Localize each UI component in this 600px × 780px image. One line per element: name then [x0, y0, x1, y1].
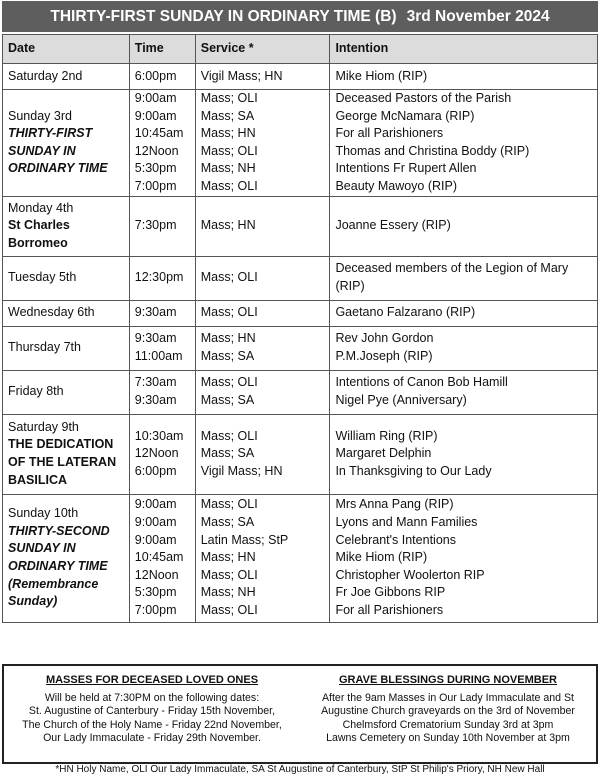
time-cell [129, 370, 195, 414]
service-value: Mass; HN [200, 550, 256, 565]
service-value: Mass; OLI [200, 270, 258, 285]
date-cell [3, 196, 130, 256]
date-cell [3, 90, 130, 197]
intention-value: Mike Hiom (RIP) [335, 550, 428, 565]
service-value: Mass; OLI [200, 91, 258, 105]
intention-value: Nigel Pye (Anniversary) [335, 393, 467, 408]
service-cell [195, 414, 330, 494]
service-value: Mass; SA [200, 446, 255, 461]
time-value: 9:00am [134, 532, 177, 547]
time-value: 9:30am [134, 305, 177, 320]
service-cell [195, 370, 330, 414]
time-value: 5:30pm [134, 161, 177, 176]
intention-value: Celebrant's Intentions [335, 532, 456, 547]
day-label: Tuesday 5th [8, 270, 77, 285]
grave-blessings-notice [300, 666, 596, 762]
service-value: Latin Mass; StP [200, 532, 289, 547]
time-cell [129, 494, 195, 622]
service-cell [195, 494, 330, 622]
time-value: 7:00pm [134, 178, 177, 193]
page-title-bar [2, 1, 598, 32]
intention-value: Deceased Pastors of the Parish [335, 91, 512, 105]
time-value: 9:00am [134, 515, 177, 530]
table-header-row [3, 35, 598, 64]
time-cell [129, 300, 195, 326]
page-title: THIRTY-FIRST SUNDAY IN ORDINARY TIME (B) [50, 7, 397, 25]
feast-label: THE DEDICATION OF THE LATERAN BASILICA [8, 437, 117, 487]
intention-cell [330, 300, 598, 326]
day-label: Wednesday 6th [8, 305, 95, 320]
time-value: 9:00am [134, 497, 177, 512]
location-key-footnote: *HN Holy Name, OLI Our Lady Immaculate, SA St Augustine of Canterbury, StP St Philip's Priory, NH New Hall [55, 764, 545, 775]
intention-cell [330, 494, 598, 622]
service-value: Mass; SA [200, 393, 255, 408]
time-value: 6:00pm [134, 463, 177, 478]
intention-value: Mrs Anna Pang (RIP) [335, 497, 454, 512]
time-value: 12Noon [134, 567, 179, 582]
grave-blessings-line: After the 9am Masses in Our Lady Immaculate and St [321, 691, 574, 704]
feast-label: St Charles Borromeo [8, 218, 70, 250]
time-value: 12:30pm [134, 270, 184, 285]
service-value: Mass; OLI [200, 567, 258, 582]
time-value: 12Noon [134, 143, 179, 158]
grave-blessings-heading: GRAVE BLESSINGS DURING NOVEMBER [339, 674, 557, 686]
intention-value: Mike Hiom (RIP) [335, 68, 428, 83]
intention-value: Lyons and Mann Families [335, 515, 478, 530]
intention-value: Joanne Essery (RIP) [335, 218, 451, 233]
mass-schedule-table [2, 34, 598, 623]
intention-value: In Thanksgiving to Our Lady [335, 463, 492, 478]
date-cell [3, 494, 130, 622]
time-cell [129, 256, 195, 300]
service-value: Mass; OLI [200, 603, 258, 618]
day-label: Saturday 9th [8, 419, 79, 434]
deceased-masses-line: Our Lady Immaculate - Friday 29th November. [43, 732, 261, 745]
day-label: Sunday 3rd [8, 108, 72, 123]
deceased-masses-heading: MASSES FOR DECEASED LOVED ONES [45, 674, 259, 686]
intention-value: Intentions of Canon Bob Hamill [335, 375, 508, 390]
time-cell [129, 326, 195, 370]
date-cell [3, 300, 130, 326]
day-label: Friday 8th [8, 384, 64, 399]
intention-value: Deceased members of the Legion of Mary (RIP) [335, 261, 569, 294]
grave-blessings-line: Lawns Cemetery on Sunday 10th November at 3pm [326, 732, 570, 745]
schedule-row [3, 370, 598, 414]
intention-value: Fr Joe Gibbons RIP [335, 585, 446, 600]
deceased-masses-line: Will be held at 7:30PM on the following dates: [44, 691, 260, 704]
service-cell [195, 90, 330, 197]
time-value: 12Noon [134, 446, 179, 461]
service-value: Mass; OLI [200, 143, 258, 158]
service-value: Mass; SA [200, 349, 255, 364]
column-header-time: Time [129, 35, 195, 64]
intention-value: P.M.Joseph (RIP) [335, 349, 433, 364]
schedule-row [3, 256, 598, 300]
service-value: Mass; OLI [200, 497, 258, 512]
day-label: Thursday 7th [8, 340, 81, 355]
feast-label: THIRTY-FIRST SUNDAY IN ORDINARY TIME [8, 126, 108, 176]
time-cell [129, 196, 195, 256]
grave-blessings-line: Augustine Church graveyards on the 3rd of November [321, 705, 575, 718]
service-value: Vigil Mass; HN [200, 68, 283, 83]
time-cell [129, 90, 195, 197]
time-value: 9:30am [134, 393, 177, 408]
schedule-row [3, 300, 598, 326]
service-value: Mass; NH [200, 161, 256, 176]
column-header-service: Service * [195, 35, 330, 64]
service-value: Mass; NH [200, 585, 256, 600]
feast-label: THIRTY-SECOND SUNDAY IN ORDINARY TIME (Remembrance Sunday) [8, 523, 110, 609]
time-value: 7:30am [134, 375, 177, 390]
intention-value: Gaetano Falzarano (RIP) [335, 305, 476, 320]
intention-cell [330, 196, 598, 256]
day-label: Monday 4th [8, 200, 74, 215]
service-value: Mass; SA [200, 515, 255, 530]
intention-value: Margaret Delphin [335, 446, 432, 461]
time-value: 9:30am [134, 331, 177, 346]
time-value: 10:45am [134, 550, 184, 565]
intention-cell [330, 326, 598, 370]
intention-value: Intentions Fr Rupert Allen [335, 161, 477, 176]
service-value: Mass; OLI [200, 305, 258, 320]
service-cell [195, 196, 330, 256]
service-value: Mass; OLI [200, 375, 258, 390]
service-value: Mass; HN [200, 126, 256, 141]
service-value: Mass; HN [200, 218, 256, 233]
time-value: 11:00am [134, 349, 183, 364]
intention-cell [330, 370, 598, 414]
service-value: Vigil Mass; HN [200, 463, 283, 478]
time-value: 7:00pm [134, 603, 177, 618]
grave-blessings-line: Chelmsford Crematorium Sunday 3rd at 3pm [342, 718, 554, 731]
service-value: Mass; OLI [200, 178, 258, 193]
service-value: Mass; HN [200, 331, 256, 346]
time-value: 7:30pm [134, 218, 177, 233]
intention-value: Rev John Gordon [335, 331, 434, 346]
intention-value: For all Parishioners [335, 126, 444, 141]
time-value: 5:30pm [134, 585, 177, 600]
deceased-masses-line: St. Augustine of Canterbury - Friday 15th November, [28, 705, 276, 718]
intention-value: For all Parishioners [335, 603, 444, 618]
date-cell [3, 64, 130, 90]
notices-box [2, 664, 598, 764]
time-value: 10:30am [134, 428, 184, 443]
day-label: Sunday 10th [8, 506, 79, 521]
deceased-masses-line: The Church of the Holy Name - Friday 22nd November, [22, 718, 282, 731]
schedule-row [3, 196, 598, 256]
service-value: Mass; OLI [200, 428, 258, 443]
intention-value: Thomas and Christina Boddy (RIP) [335, 143, 530, 158]
service-cell [195, 256, 330, 300]
intention-cell [330, 90, 598, 197]
time-value: 10:45am [134, 126, 184, 141]
schedule-body [3, 64, 598, 623]
service-cell [195, 300, 330, 326]
schedule-row [3, 494, 598, 622]
service-value: Mass; SA [200, 108, 255, 123]
intention-value: George McNamara (RIP) [335, 108, 475, 123]
page-date: 3rd November 2024 [406, 7, 550, 25]
time-cell [129, 414, 195, 494]
column-header-intention: Intention [330, 35, 598, 64]
column-header-date: Date [3, 35, 130, 64]
time-cell [129, 64, 195, 90]
deceased-masses-notice [4, 666, 300, 762]
time-value: 6:00pm [134, 68, 177, 83]
time-value: 9:00am [134, 108, 177, 123]
day-label: Saturday 2nd [8, 68, 83, 83]
time-value: 9:00am [134, 91, 177, 105]
intention-cell [330, 414, 598, 494]
service-cell [195, 64, 330, 90]
intention-value: Christopher Woolerton RIP [335, 567, 485, 582]
service-cell [195, 326, 330, 370]
date-cell [3, 370, 130, 414]
schedule-row [3, 326, 598, 370]
schedule-row [3, 64, 598, 90]
intention-cell [330, 64, 598, 90]
schedule-row [3, 414, 598, 494]
schedule-row [3, 90, 598, 197]
intention-cell [330, 256, 598, 300]
date-cell [3, 414, 130, 494]
date-cell [3, 326, 130, 370]
intention-value: Beauty Mawoyo (RIP) [335, 178, 458, 193]
date-cell [3, 256, 130, 300]
intention-value: William Ring (RIP) [335, 428, 438, 443]
